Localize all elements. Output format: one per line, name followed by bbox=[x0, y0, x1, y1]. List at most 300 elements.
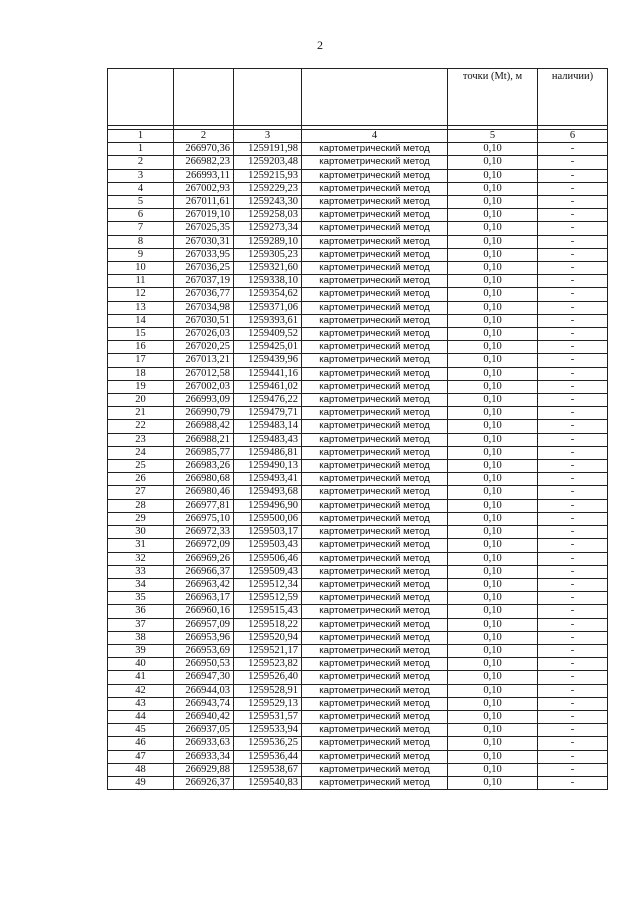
table-row bbox=[108, 658, 608, 671]
x-coordinate: 266947,30 bbox=[174, 671, 234, 684]
table-row bbox=[108, 697, 608, 710]
method: картометрический метод bbox=[302, 697, 448, 710]
accuracy: 0,10 bbox=[448, 394, 538, 407]
y-coordinate: 1259503,43 bbox=[234, 539, 302, 552]
method: картометрический метод bbox=[302, 222, 448, 235]
y-coordinate: 1259493,68 bbox=[234, 486, 302, 499]
note: - bbox=[538, 169, 608, 182]
x-coordinate: 266980,46 bbox=[174, 486, 234, 499]
note: - bbox=[538, 526, 608, 539]
accuracy: 0,10 bbox=[448, 262, 538, 275]
table-row bbox=[108, 460, 608, 473]
y-coordinate: 1259393,61 bbox=[234, 314, 302, 327]
y-coordinate: 1259203,48 bbox=[234, 156, 302, 169]
y-coordinate: 1259486,81 bbox=[234, 446, 302, 459]
x-coordinate: 266953,69 bbox=[174, 644, 234, 657]
accuracy: 0,10 bbox=[448, 169, 538, 182]
x-coordinate: 266950,53 bbox=[174, 658, 234, 671]
note: - bbox=[538, 301, 608, 314]
y-coordinate: 1259490,13 bbox=[234, 460, 302, 473]
point-number: 23 bbox=[108, 433, 174, 446]
point-number: 16 bbox=[108, 341, 174, 354]
method: картометрический метод bbox=[302, 433, 448, 446]
note: - bbox=[538, 433, 608, 446]
accuracy: 0,10 bbox=[448, 248, 538, 261]
table-row bbox=[108, 539, 608, 552]
x-coordinate: 266929,88 bbox=[174, 763, 234, 776]
y-coordinate: 1259538,67 bbox=[234, 763, 302, 776]
y-coordinate: 1259483,43 bbox=[234, 433, 302, 446]
accuracy: 0,10 bbox=[448, 592, 538, 605]
method: картометрический метод bbox=[302, 156, 448, 169]
x-coordinate: 267034,98 bbox=[174, 301, 234, 314]
note: - bbox=[538, 473, 608, 486]
table-row bbox=[108, 394, 608, 407]
method: картометрический метод bbox=[302, 354, 448, 367]
point-number: 29 bbox=[108, 512, 174, 525]
point-number: 3 bbox=[108, 169, 174, 182]
point-number: 35 bbox=[108, 592, 174, 605]
note: - bbox=[538, 697, 608, 710]
header-cell-2 bbox=[174, 69, 234, 126]
accuracy: 0,10 bbox=[448, 526, 538, 539]
x-coordinate: 267026,03 bbox=[174, 328, 234, 341]
point-number: 5 bbox=[108, 196, 174, 209]
note: - bbox=[538, 446, 608, 459]
point-number: 14 bbox=[108, 314, 174, 327]
table-row bbox=[108, 737, 608, 750]
note: - bbox=[538, 156, 608, 169]
table-row bbox=[108, 710, 608, 723]
y-coordinate: 1259321,60 bbox=[234, 262, 302, 275]
table-row bbox=[108, 526, 608, 539]
table-row bbox=[108, 262, 608, 275]
accuracy: 0,10 bbox=[448, 288, 538, 301]
x-coordinate: 267030,51 bbox=[174, 314, 234, 327]
point-number: 7 bbox=[108, 222, 174, 235]
accuracy: 0,10 bbox=[448, 156, 538, 169]
method: картометрический метод bbox=[302, 592, 448, 605]
point-number: 10 bbox=[108, 262, 174, 275]
note: - bbox=[538, 710, 608, 723]
accuracy: 0,10 bbox=[448, 565, 538, 578]
accuracy: 0,10 bbox=[448, 328, 538, 341]
table-row bbox=[108, 750, 608, 763]
method: картометрический метод bbox=[302, 209, 448, 222]
method: картометрический метод bbox=[302, 737, 448, 750]
y-coordinate: 1259533,94 bbox=[234, 724, 302, 737]
table-row bbox=[108, 512, 608, 525]
column-numbering-row bbox=[108, 130, 608, 143]
column-number: 2 bbox=[174, 130, 234, 143]
table-row bbox=[108, 473, 608, 486]
method: картометрический метод bbox=[302, 671, 448, 684]
accuracy: 0,10 bbox=[448, 578, 538, 591]
point-number: 30 bbox=[108, 526, 174, 539]
y-coordinate: 1259338,10 bbox=[234, 275, 302, 288]
x-coordinate: 267012,58 bbox=[174, 367, 234, 380]
accuracy: 0,10 bbox=[448, 724, 538, 737]
y-coordinate: 1259258,03 bbox=[234, 209, 302, 222]
x-coordinate: 267036,25 bbox=[174, 262, 234, 275]
point-number: 18 bbox=[108, 367, 174, 380]
x-coordinate: 267013,21 bbox=[174, 354, 234, 367]
x-coordinate: 266988,21 bbox=[174, 433, 234, 446]
point-number: 2 bbox=[108, 156, 174, 169]
method: картометрический метод bbox=[302, 486, 448, 499]
point-number: 36 bbox=[108, 605, 174, 618]
accuracy: 0,10 bbox=[448, 710, 538, 723]
method: картометрический метод bbox=[302, 499, 448, 512]
y-coordinate: 1259529,13 bbox=[234, 697, 302, 710]
method: картометрический метод bbox=[302, 658, 448, 671]
table-row bbox=[108, 565, 608, 578]
method: картометрический метод bbox=[302, 143, 448, 156]
accuracy: 0,10 bbox=[448, 671, 538, 684]
table-row bbox=[108, 724, 608, 737]
header-cell-5: точки (Mt), м bbox=[448, 69, 538, 126]
point-number: 17 bbox=[108, 354, 174, 367]
point-number: 47 bbox=[108, 750, 174, 763]
method: картометрический метод bbox=[302, 328, 448, 341]
point-number: 12 bbox=[108, 288, 174, 301]
point-number: 44 bbox=[108, 710, 174, 723]
x-coordinate: 267011,61 bbox=[174, 196, 234, 209]
note: - bbox=[538, 592, 608, 605]
point-number: 1 bbox=[108, 143, 174, 156]
x-coordinate: 266944,03 bbox=[174, 684, 234, 697]
y-coordinate: 1259509,43 bbox=[234, 565, 302, 578]
note: - bbox=[538, 644, 608, 657]
x-coordinate: 267030,31 bbox=[174, 235, 234, 248]
x-coordinate: 266953,96 bbox=[174, 631, 234, 644]
method: картометрический метод bbox=[302, 182, 448, 195]
accuracy: 0,10 bbox=[448, 235, 538, 248]
table-row bbox=[108, 592, 608, 605]
method: картометрический метод bbox=[302, 288, 448, 301]
method: картометрический метод bbox=[302, 578, 448, 591]
table-row bbox=[108, 196, 608, 209]
y-coordinate: 1259526,40 bbox=[234, 671, 302, 684]
point-number: 34 bbox=[108, 578, 174, 591]
point-number: 27 bbox=[108, 486, 174, 499]
table-row bbox=[108, 235, 608, 248]
x-coordinate: 266933,34 bbox=[174, 750, 234, 763]
table-row bbox=[108, 380, 608, 393]
coordinates-table bbox=[107, 68, 608, 790]
note: - bbox=[538, 275, 608, 288]
y-coordinate: 1259493,41 bbox=[234, 473, 302, 486]
note: - bbox=[538, 222, 608, 235]
accuracy: 0,10 bbox=[448, 143, 538, 156]
table-row bbox=[108, 222, 608, 235]
y-coordinate: 1259512,59 bbox=[234, 592, 302, 605]
note: - bbox=[538, 578, 608, 591]
column-number: 6 bbox=[538, 130, 608, 143]
column-number: 4 bbox=[302, 130, 448, 143]
note: - bbox=[538, 354, 608, 367]
point-number: 28 bbox=[108, 499, 174, 512]
table-row bbox=[108, 341, 608, 354]
y-coordinate: 1259536,25 bbox=[234, 737, 302, 750]
note: - bbox=[538, 565, 608, 578]
point-number: 8 bbox=[108, 235, 174, 248]
table-row bbox=[108, 644, 608, 657]
accuracy: 0,10 bbox=[448, 420, 538, 433]
y-coordinate: 1259518,22 bbox=[234, 618, 302, 631]
method: картометрический метод bbox=[302, 235, 448, 248]
accuracy: 0,10 bbox=[448, 552, 538, 565]
note: - bbox=[538, 262, 608, 275]
method: картометрический метод bbox=[302, 196, 448, 209]
y-coordinate: 1259305,23 bbox=[234, 248, 302, 261]
accuracy: 0,10 bbox=[448, 301, 538, 314]
method: картометрический метод bbox=[302, 394, 448, 407]
table-row bbox=[108, 328, 608, 341]
table-row bbox=[108, 367, 608, 380]
point-number: 38 bbox=[108, 631, 174, 644]
note: - bbox=[538, 196, 608, 209]
note: - bbox=[538, 776, 608, 789]
accuracy: 0,10 bbox=[448, 684, 538, 697]
method: картометрический метод bbox=[302, 526, 448, 539]
x-coordinate: 267019,10 bbox=[174, 209, 234, 222]
accuracy: 0,10 bbox=[448, 182, 538, 195]
x-coordinate: 267020,25 bbox=[174, 341, 234, 354]
note: - bbox=[538, 209, 608, 222]
header-cell-3 bbox=[234, 69, 302, 126]
y-coordinate: 1259512,34 bbox=[234, 578, 302, 591]
note: - bbox=[538, 763, 608, 776]
note: - bbox=[538, 248, 608, 261]
x-coordinate: 266993,11 bbox=[174, 169, 234, 182]
accuracy: 0,10 bbox=[448, 446, 538, 459]
note: - bbox=[538, 314, 608, 327]
x-coordinate: 267002,03 bbox=[174, 380, 234, 393]
y-coordinate: 1259441,16 bbox=[234, 367, 302, 380]
table-row bbox=[108, 182, 608, 195]
table-row bbox=[108, 684, 608, 697]
x-coordinate: 266985,77 bbox=[174, 446, 234, 459]
point-number: 25 bbox=[108, 460, 174, 473]
table-row bbox=[108, 301, 608, 314]
y-coordinate: 1259503,17 bbox=[234, 526, 302, 539]
note: - bbox=[538, 394, 608, 407]
x-coordinate: 266983,26 bbox=[174, 460, 234, 473]
note: - bbox=[538, 671, 608, 684]
x-coordinate: 266969,26 bbox=[174, 552, 234, 565]
method: картометрический метод bbox=[302, 248, 448, 261]
accuracy: 0,10 bbox=[448, 367, 538, 380]
table-row bbox=[108, 169, 608, 182]
point-number: 41 bbox=[108, 671, 174, 684]
method: картометрический метод bbox=[302, 460, 448, 473]
y-coordinate: 1259215,93 bbox=[234, 169, 302, 182]
note: - bbox=[538, 486, 608, 499]
table-row bbox=[108, 288, 608, 301]
method: картометрический метод bbox=[302, 776, 448, 789]
point-number: 4 bbox=[108, 182, 174, 195]
point-number: 37 bbox=[108, 618, 174, 631]
table-row bbox=[108, 499, 608, 512]
method: картометрический метод bbox=[302, 724, 448, 737]
method: картометрический метод bbox=[302, 644, 448, 657]
table-row bbox=[108, 143, 608, 156]
x-coordinate: 266966,37 bbox=[174, 565, 234, 578]
x-coordinate: 267037,19 bbox=[174, 275, 234, 288]
note: - bbox=[538, 367, 608, 380]
accuracy: 0,10 bbox=[448, 196, 538, 209]
note: - bbox=[538, 328, 608, 341]
accuracy: 0,10 bbox=[448, 618, 538, 631]
y-coordinate: 1259354,62 bbox=[234, 288, 302, 301]
y-coordinate: 1259528,91 bbox=[234, 684, 302, 697]
table-row bbox=[108, 354, 608, 367]
table-row bbox=[108, 156, 608, 169]
note: - bbox=[538, 618, 608, 631]
x-coordinate: 266975,10 bbox=[174, 512, 234, 525]
note: - bbox=[538, 407, 608, 420]
point-number: 22 bbox=[108, 420, 174, 433]
table-row bbox=[108, 552, 608, 565]
y-coordinate: 1259425,01 bbox=[234, 341, 302, 354]
y-coordinate: 1259536,44 bbox=[234, 750, 302, 763]
x-coordinate: 266970,36 bbox=[174, 143, 234, 156]
note: - bbox=[538, 605, 608, 618]
y-coordinate: 1259520,94 bbox=[234, 631, 302, 644]
x-coordinate: 266972,09 bbox=[174, 539, 234, 552]
x-coordinate: 267002,93 bbox=[174, 182, 234, 195]
table-row bbox=[108, 314, 608, 327]
table-row bbox=[108, 420, 608, 433]
method: картометрический метод bbox=[302, 552, 448, 565]
accuracy: 0,10 bbox=[448, 407, 538, 420]
point-number: 49 bbox=[108, 776, 174, 789]
y-coordinate: 1259500,06 bbox=[234, 512, 302, 525]
y-coordinate: 1259371,06 bbox=[234, 301, 302, 314]
x-coordinate: 266960,16 bbox=[174, 605, 234, 618]
accuracy: 0,10 bbox=[448, 499, 538, 512]
y-coordinate: 1259531,57 bbox=[234, 710, 302, 723]
accuracy: 0,10 bbox=[448, 776, 538, 789]
method: картометрический метод bbox=[302, 169, 448, 182]
method: картометрический метод bbox=[302, 380, 448, 393]
table-row bbox=[108, 407, 608, 420]
x-coordinate: 266977,81 bbox=[174, 499, 234, 512]
point-number: 42 bbox=[108, 684, 174, 697]
header-cell-4 bbox=[302, 69, 448, 126]
x-coordinate: 267025,35 bbox=[174, 222, 234, 235]
note: - bbox=[538, 750, 608, 763]
accuracy: 0,10 bbox=[448, 460, 538, 473]
note: - bbox=[538, 539, 608, 552]
point-number: 24 bbox=[108, 446, 174, 459]
accuracy: 0,10 bbox=[448, 341, 538, 354]
x-coordinate: 266943,74 bbox=[174, 697, 234, 710]
y-coordinate: 1259515,43 bbox=[234, 605, 302, 618]
note: - bbox=[538, 512, 608, 525]
point-number: 13 bbox=[108, 301, 174, 314]
y-coordinate: 1259521,17 bbox=[234, 644, 302, 657]
note: - bbox=[538, 631, 608, 644]
accuracy: 0,10 bbox=[448, 737, 538, 750]
note: - bbox=[538, 288, 608, 301]
note: - bbox=[538, 499, 608, 512]
note: - bbox=[538, 380, 608, 393]
x-coordinate: 266982,23 bbox=[174, 156, 234, 169]
accuracy: 0,10 bbox=[448, 209, 538, 222]
method: картометрический метод bbox=[302, 367, 448, 380]
note: - bbox=[538, 341, 608, 354]
table-row bbox=[108, 209, 608, 222]
accuracy: 0,10 bbox=[448, 275, 538, 288]
accuracy: 0,10 bbox=[448, 631, 538, 644]
column-number: 5 bbox=[448, 130, 538, 143]
accuracy: 0,10 bbox=[448, 473, 538, 486]
point-number: 20 bbox=[108, 394, 174, 407]
method: картометрический метод bbox=[302, 446, 448, 459]
table-row bbox=[108, 446, 608, 459]
y-coordinate: 1259540,83 bbox=[234, 776, 302, 789]
point-number: 26 bbox=[108, 473, 174, 486]
accuracy: 0,10 bbox=[448, 433, 538, 446]
y-coordinate: 1259461,02 bbox=[234, 380, 302, 393]
header-cell-6: наличии) bbox=[538, 69, 608, 126]
accuracy: 0,10 bbox=[448, 697, 538, 710]
accuracy: 0,10 bbox=[448, 658, 538, 671]
method: картометрический метод bbox=[302, 631, 448, 644]
method: картометрический метод bbox=[302, 605, 448, 618]
note: - bbox=[538, 460, 608, 473]
point-number: 46 bbox=[108, 737, 174, 750]
x-coordinate: 267036,77 bbox=[174, 288, 234, 301]
table-row bbox=[108, 671, 608, 684]
point-number: 48 bbox=[108, 763, 174, 776]
y-coordinate: 1259483,14 bbox=[234, 420, 302, 433]
y-coordinate: 1259409,52 bbox=[234, 328, 302, 341]
accuracy: 0,10 bbox=[448, 750, 538, 763]
method: картометрический метод bbox=[302, 710, 448, 723]
y-coordinate: 1259243,30 bbox=[234, 196, 302, 209]
point-number: 39 bbox=[108, 644, 174, 657]
method: картометрический метод bbox=[302, 420, 448, 433]
x-coordinate: 266990,79 bbox=[174, 407, 234, 420]
table-row bbox=[108, 578, 608, 591]
y-coordinate: 1259506,46 bbox=[234, 552, 302, 565]
point-number: 6 bbox=[108, 209, 174, 222]
method: картометрический метод bbox=[302, 473, 448, 486]
accuracy: 0,10 bbox=[448, 354, 538, 367]
method: картометрический метод bbox=[302, 512, 448, 525]
y-coordinate: 1259289,10 bbox=[234, 235, 302, 248]
table-row bbox=[108, 618, 608, 631]
column-number: 3 bbox=[234, 130, 302, 143]
note: - bbox=[538, 420, 608, 433]
table-row bbox=[108, 776, 608, 789]
x-coordinate: 266926,37 bbox=[174, 776, 234, 789]
table-row bbox=[108, 631, 608, 644]
x-coordinate: 266957,09 bbox=[174, 618, 234, 631]
method: картометрический метод bbox=[302, 407, 448, 420]
x-coordinate: 266963,42 bbox=[174, 578, 234, 591]
point-number: 32 bbox=[108, 552, 174, 565]
accuracy: 0,10 bbox=[448, 222, 538, 235]
x-coordinate: 266963,17 bbox=[174, 592, 234, 605]
method: картометрический метод bbox=[302, 684, 448, 697]
accuracy: 0,10 bbox=[448, 314, 538, 327]
method: картометрический метод bbox=[302, 763, 448, 776]
table-header-row bbox=[108, 69, 608, 126]
